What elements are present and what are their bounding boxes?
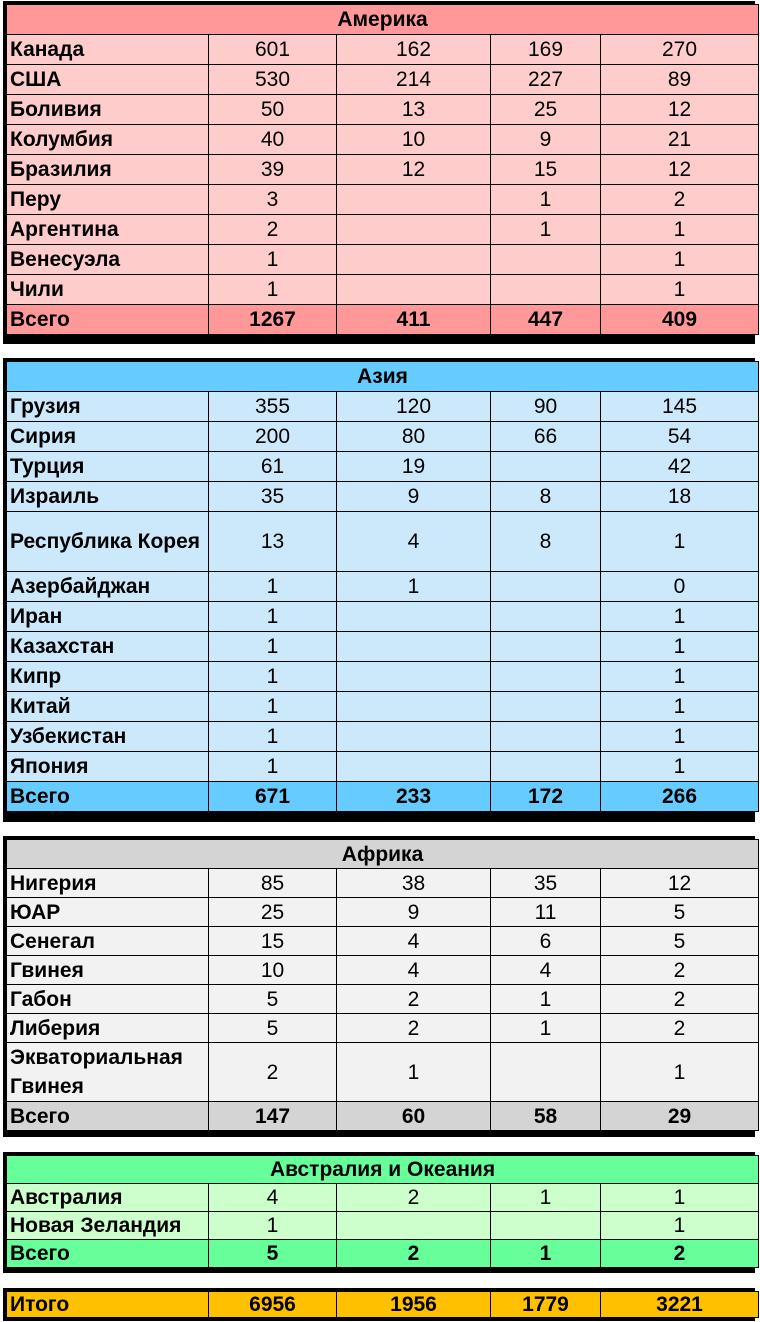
table-grand-total [6, 1291, 759, 1318]
value-cell: 530 [209, 65, 337, 95]
country-name: Сенегал [7, 927, 209, 956]
country-name: Перу [7, 185, 209, 215]
country-name: Узбекистан [7, 722, 209, 752]
country-name: Габон [7, 985, 209, 1014]
value-cell: 35 [491, 869, 601, 898]
table-row [7, 1212, 759, 1240]
value-cell: 12 [601, 155, 759, 185]
value-cell: 35 [209, 482, 337, 512]
value-cell: 1 [209, 245, 337, 275]
country-name: Новая Зеландия [7, 1212, 209, 1240]
table-row [7, 602, 759, 632]
value-cell [337, 245, 491, 275]
value-cell [491, 1212, 601, 1240]
country-name: Либерия [7, 1014, 209, 1043]
table-row [7, 512, 759, 572]
value-cell: 50 [209, 95, 337, 125]
total-value: 1 [491, 1240, 601, 1268]
country-name: Израиль [7, 482, 209, 512]
region-title: Африка [7, 840, 759, 869]
value-cell: 8 [491, 512, 601, 572]
value-cell: 5 [209, 985, 337, 1014]
region-table-africa [3, 836, 755, 1137]
table-row [7, 452, 759, 482]
value-cell [337, 632, 491, 662]
table-row [7, 185, 759, 215]
value-cell: 1 [491, 985, 601, 1014]
country-name: Бразилия [7, 155, 209, 185]
value-cell: 2 [601, 1014, 759, 1043]
total-value: 60 [337, 1102, 491, 1131]
value-cell: 200 [209, 422, 337, 452]
value-cell: 12 [337, 155, 491, 185]
value-cell: 25 [209, 898, 337, 927]
grand-total-value: 3221 [601, 1292, 759, 1318]
total-value: 2 [601, 1240, 759, 1268]
value-cell: 1 [209, 602, 337, 632]
value-cell: 1 [601, 692, 759, 722]
table-row [7, 95, 759, 125]
value-cell: 4 [209, 1184, 337, 1212]
value-cell: 54 [601, 422, 759, 452]
table-africa [6, 839, 759, 1131]
value-cell: 10 [337, 125, 491, 155]
table-row [7, 692, 759, 722]
total-label: Всего [7, 1240, 209, 1268]
value-cell: 66 [491, 422, 601, 452]
total-value: 5 [209, 1240, 337, 1268]
value-cell [337, 185, 491, 215]
table-row [7, 662, 759, 692]
region-header-row [7, 840, 759, 869]
table-row [7, 722, 759, 752]
value-cell: 15 [209, 927, 337, 956]
region-title: Азия [7, 362, 759, 392]
region-table-asia [3, 358, 755, 822]
value-cell: 1 [209, 1212, 337, 1240]
value-cell: 601 [209, 35, 337, 65]
value-cell: 1 [601, 752, 759, 782]
total-value: 233 [337, 782, 491, 812]
table-row [7, 245, 759, 275]
table-asia [6, 361, 759, 812]
value-cell: 1 [209, 632, 337, 662]
value-cell: 4 [337, 956, 491, 985]
table-row [7, 422, 759, 452]
table-row [7, 869, 759, 898]
value-cell: 9 [337, 482, 491, 512]
value-cell [337, 722, 491, 752]
table-row [7, 927, 759, 956]
value-cell: 1 [337, 572, 491, 602]
value-cell: 227 [491, 65, 601, 95]
grand-total-value: 1956 [337, 1292, 491, 1318]
country-name: Австралия [7, 1184, 209, 1212]
country-name: ЮАР [7, 898, 209, 927]
country-name: Гвинея [7, 956, 209, 985]
value-cell [491, 452, 601, 482]
value-cell [491, 722, 601, 752]
table-oceania [6, 1155, 759, 1268]
table-row [7, 1014, 759, 1043]
value-cell: 61 [209, 452, 337, 482]
region-title: Австралия и Океания [7, 1156, 759, 1184]
table-row [7, 572, 759, 602]
value-cell: 214 [337, 65, 491, 95]
table-row [7, 65, 759, 95]
value-cell: 90 [491, 392, 601, 422]
value-cell [491, 275, 601, 305]
value-cell: 1 [601, 722, 759, 752]
value-cell: 8 [491, 482, 601, 512]
grand-total-label: Итого [7, 1292, 209, 1318]
value-cell: 5 [601, 898, 759, 927]
value-cell [337, 752, 491, 782]
value-cell: 13 [337, 95, 491, 125]
value-cell: 89 [601, 65, 759, 95]
country-name: Боливия [7, 95, 209, 125]
total-value: 172 [491, 782, 601, 812]
country-name: Казахстан [7, 632, 209, 662]
value-cell: 2 [601, 185, 759, 215]
table-row [7, 275, 759, 305]
value-cell [491, 632, 601, 662]
value-cell: 1 [601, 245, 759, 275]
value-cell [491, 1043, 601, 1102]
total-label: Всего [7, 1102, 209, 1131]
total-value: 266 [601, 782, 759, 812]
value-cell: 1 [209, 692, 337, 722]
value-cell: 1 [601, 1212, 759, 1240]
value-cell: 145 [601, 392, 759, 422]
value-cell: 2 [601, 956, 759, 985]
value-cell: 270 [601, 35, 759, 65]
value-cell: 38 [337, 869, 491, 898]
value-cell: 4 [491, 956, 601, 985]
country-name: Венесуэла [7, 245, 209, 275]
grand-total-row [7, 1292, 759, 1318]
region-total-row [7, 305, 759, 335]
value-cell: 1 [601, 662, 759, 692]
region-table-america [3, 1, 755, 344]
total-value: 58 [491, 1102, 601, 1131]
grand-total-value: 6956 [209, 1292, 337, 1318]
value-cell: 4 [337, 927, 491, 956]
value-cell: 39 [209, 155, 337, 185]
table-row [7, 1184, 759, 1212]
value-cell: 1 [601, 512, 759, 572]
value-cell: 1 [491, 1184, 601, 1212]
country-name: Экваториальная Гвинея [7, 1043, 209, 1102]
region-total-row [7, 1240, 759, 1268]
table-row [7, 155, 759, 185]
value-cell [491, 245, 601, 275]
country-name: Аргентина [7, 215, 209, 245]
table-row [7, 392, 759, 422]
country-name: Азербайджан [7, 572, 209, 602]
total-value: 411 [337, 305, 491, 335]
value-cell: 12 [601, 869, 759, 898]
value-cell: 1 [209, 722, 337, 752]
value-cell: 1 [337, 1043, 491, 1102]
value-cell: 0 [601, 572, 759, 602]
region-header-row [7, 1156, 759, 1184]
total-label: Всего [7, 305, 209, 335]
table-row [7, 125, 759, 155]
total-value: 29 [601, 1102, 759, 1131]
value-cell: 13 [209, 512, 337, 572]
value-cell: 1 [491, 215, 601, 245]
value-cell: 1 [209, 662, 337, 692]
value-cell: 19 [337, 452, 491, 482]
value-cell: 2 [209, 1043, 337, 1102]
value-cell: 1 [491, 1014, 601, 1043]
value-cell: 1 [601, 632, 759, 662]
value-cell: 1 [601, 1184, 759, 1212]
value-cell: 3 [209, 185, 337, 215]
value-cell: 11 [491, 898, 601, 927]
value-cell: 42 [601, 452, 759, 482]
region-total-row [7, 1102, 759, 1131]
region-title: Америка [7, 5, 759, 35]
table-row [7, 985, 759, 1014]
country-name: Китай [7, 692, 209, 722]
value-cell: 85 [209, 869, 337, 898]
table-row [7, 898, 759, 927]
value-cell: 10 [209, 956, 337, 985]
total-label: Всего [7, 782, 209, 812]
value-cell [337, 602, 491, 632]
value-cell [491, 692, 601, 722]
total-value: 1267 [209, 305, 337, 335]
country-name: Колумбия [7, 125, 209, 155]
country-name: Турция [7, 452, 209, 482]
value-cell: 6 [491, 927, 601, 956]
total-value: 409 [601, 305, 759, 335]
value-cell: 2 [337, 1184, 491, 1212]
table-row [7, 632, 759, 662]
value-cell [491, 752, 601, 782]
country-name: Кипр [7, 662, 209, 692]
value-cell: 9 [337, 898, 491, 927]
value-cell: 1 [491, 185, 601, 215]
value-cell: 2 [337, 1014, 491, 1043]
value-cell: 1 [209, 572, 337, 602]
value-cell: 1 [601, 275, 759, 305]
value-cell: 21 [601, 125, 759, 155]
value-cell: 1 [209, 275, 337, 305]
value-cell: 355 [209, 392, 337, 422]
table-row [7, 752, 759, 782]
country-name: Япония [7, 752, 209, 782]
value-cell: 1 [209, 752, 337, 782]
country-name: Иран [7, 602, 209, 632]
value-cell: 162 [337, 35, 491, 65]
value-cell: 12 [601, 95, 759, 125]
value-cell: 2 [601, 985, 759, 1014]
table-row [7, 482, 759, 512]
value-cell [337, 692, 491, 722]
value-cell: 2 [209, 215, 337, 245]
value-cell: 5 [209, 1014, 337, 1043]
total-value: 147 [209, 1102, 337, 1131]
value-cell: 1 [601, 602, 759, 632]
country-name: США [7, 65, 209, 95]
country-name: Канада [7, 35, 209, 65]
region-header-row [7, 5, 759, 35]
value-cell [491, 662, 601, 692]
value-cell: 1 [601, 1043, 759, 1102]
value-cell: 15 [491, 155, 601, 185]
country-name: Грузия [7, 392, 209, 422]
country-name: Нигерия [7, 869, 209, 898]
region-table-oceania [3, 1152, 755, 1273]
grand-total-table [3, 1288, 755, 1321]
region-header-row [7, 362, 759, 392]
total-value: 447 [491, 305, 601, 335]
value-cell: 5 [601, 927, 759, 956]
value-cell [337, 275, 491, 305]
value-cell: 2 [337, 985, 491, 1014]
value-cell [337, 662, 491, 692]
value-cell [337, 215, 491, 245]
grand-total-value: 1779 [491, 1292, 601, 1318]
total-value: 2 [337, 1240, 491, 1268]
table-row [7, 35, 759, 65]
value-cell: 9 [491, 125, 601, 155]
table-america [6, 4, 759, 335]
country-name: Чили [7, 275, 209, 305]
value-cell: 80 [337, 422, 491, 452]
country-name: Республика Корея [7, 512, 209, 572]
value-cell: 4 [337, 512, 491, 572]
value-cell: 169 [491, 35, 601, 65]
value-cell [491, 572, 601, 602]
table-row [7, 1043, 759, 1102]
total-value: 671 [209, 782, 337, 812]
value-cell [337, 1212, 491, 1240]
value-cell: 1 [601, 215, 759, 245]
value-cell [491, 602, 601, 632]
country-name: Сирия [7, 422, 209, 452]
region-total-row [7, 782, 759, 812]
value-cell: 40 [209, 125, 337, 155]
table-row [7, 956, 759, 985]
value-cell: 25 [491, 95, 601, 125]
value-cell: 120 [337, 392, 491, 422]
table-row [7, 215, 759, 245]
value-cell: 18 [601, 482, 759, 512]
